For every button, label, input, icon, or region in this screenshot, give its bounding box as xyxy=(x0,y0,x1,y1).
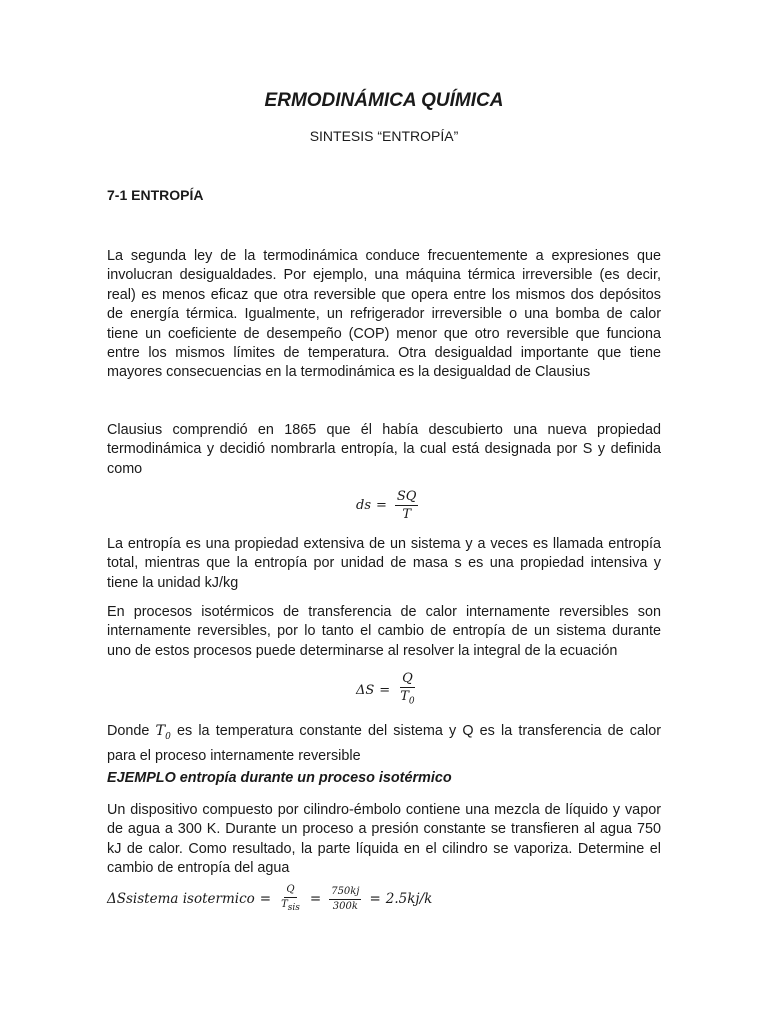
equation-isothermal-entropy: ΔS = $\frac{Q}{T_0}$ xyxy=(356,671,415,707)
paragraph-isothermal: En procesos isotérmicos de transferencia de calor internamente reversibles son internamente reversibles, por lo tanto el cambio de entropía de un sistema durante uno de estos procesos puede determinarse al resolver la integral de la ecuación xyxy=(107,604,661,659)
equation-fraction2-numerator: 750kj xyxy=(329,886,361,900)
paragraph-clausius: Clausius comprendió en 1865 que él había descubierto una nueva propiedad termodinámica y decidió nombrarla entropía, la cual está designada por S y definida como xyxy=(107,422,661,477)
equation-fraction1-numerator: Q xyxy=(284,884,296,898)
equation-denominator-base: T xyxy=(400,689,409,704)
equation-result: 2.5kj/k xyxy=(385,891,433,907)
equation-lhs: ds xyxy=(356,498,371,513)
equation-denominator-subscript: 0 xyxy=(408,696,415,707)
paragraph-second-law: La segunda ley de la termodinámica conduce frecuentemente a expresiones que involucran desigualdades. Por ejemplo, una máquina térmica irreversible (es decir, real) es menos eficaz que otra reversible que opera entre los mismos dos depósitos de energía térmica. Igualmente, un refrigerador irreversible o una bomba de calor tiene un coeficiente de desempeño (COP) menor que otro reversible que funciona entre los mismos límites de temperatura. Otra desigualdad importante que tiene mayores consecuencias en la termodinámica es la desigualdad de Clausius xyxy=(107,248,661,381)
equation-numerator: Q xyxy=(402,671,413,686)
paragraph-extensive-property: La entropía es una propiedad extensiva de un sistema y a veces es llamada entropía total, mientras que la entropía por unidad de masa s es una propiedad intensiva y tiene la unidad kJ/kg xyxy=(107,536,661,591)
document-subtitle: SINTESIS “ENTROPÍA” xyxy=(309,128,459,144)
variable-t0: $T_0$ xyxy=(155,723,171,742)
paragraph-where: Donde $T_0$ es la temperatura constante del sistema y Q es la transferencia de calor para el proceso internamente reversible xyxy=(107,723,662,765)
equation-fraction2-denominator: 300k xyxy=(332,900,358,912)
equation-denominator: T xyxy=(402,507,412,522)
paragraph-example-problem: Un dispositivo compuesto por cilindro-émbolo contiene una mezcla de líquido y vapor de agua a 300 K. Durante un proceso a presión constante se transfieren al agua 750 kJ de calor. Como resultado, la parte líquida en el cilindro se vaporiza. Determine el cambio de entropía del agua xyxy=(107,802,661,877)
equation-lhs: ΔS xyxy=(356,682,375,698)
example-title: EJEMPLO entropía durante un proceso isotérmico xyxy=(107,770,452,786)
document-title: ERMODINÁMICA QUÍMICA xyxy=(264,90,504,111)
equation-numerator: SQ xyxy=(396,489,417,504)
equation-entropy-definition: ds = $\frac{SQ}{T}$ xyxy=(356,489,417,522)
section-heading: 7-1 ENTROPÍA xyxy=(107,187,204,203)
equation-example-solution: ΔSsistema isotermico = $\frac{Q}{T_{sis}}$ = $\frac{750kj}{300k}$ = 2.5kj/k xyxy=(107,884,433,913)
equation-lhs: ΔSsistema isotermico xyxy=(107,891,255,907)
